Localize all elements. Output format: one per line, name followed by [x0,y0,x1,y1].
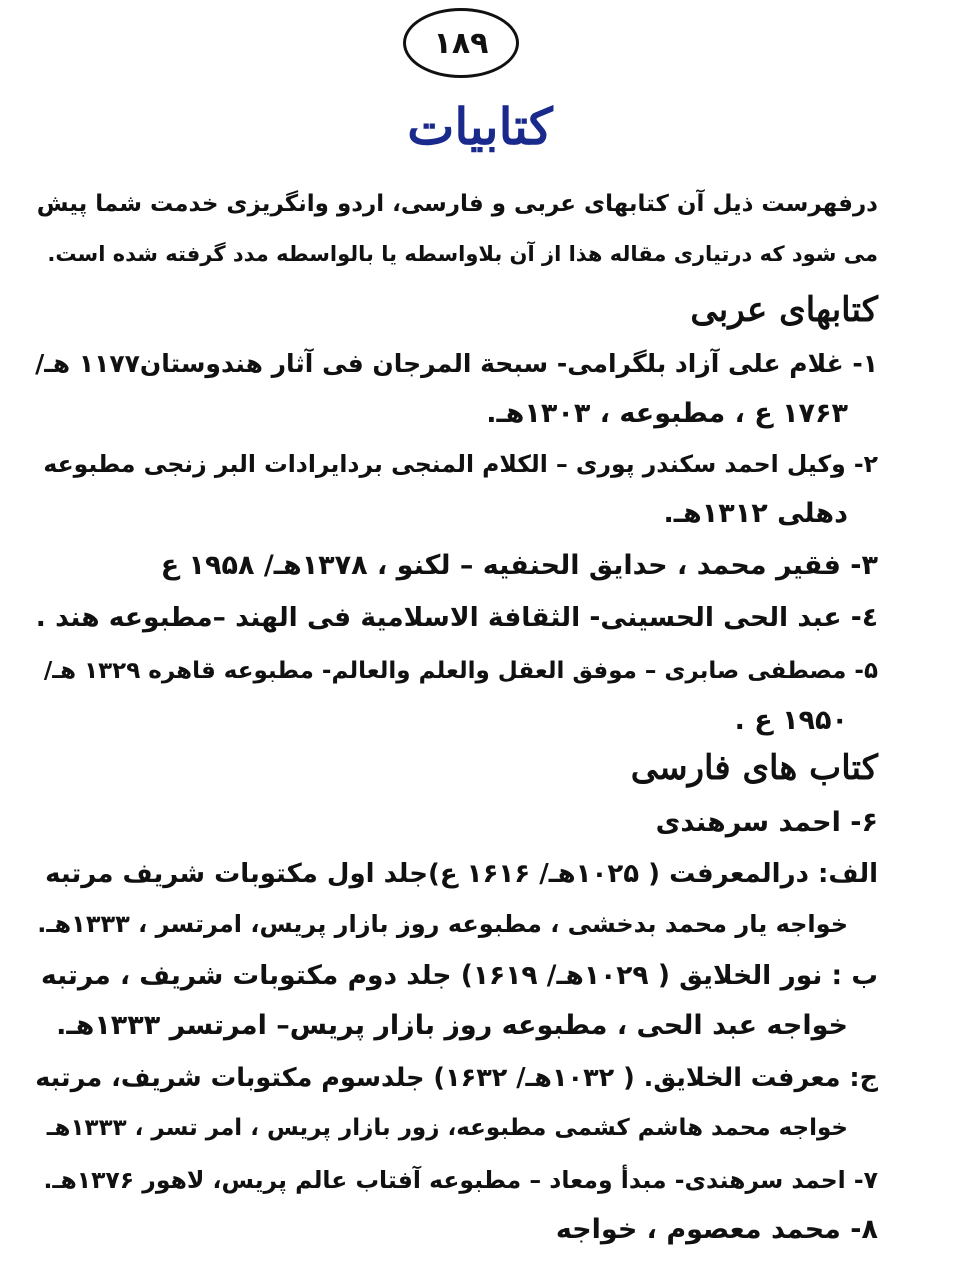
bibliography-entry-continuation: خواجه محمد هاشم کشمی مطبوعه، زور بازار پریس ، امر تسر ، ۱۳۳۳هـ [46,1115,848,1141]
section-heading-arabic: کتابهای عربی [690,290,878,330]
bibliography-entry-continuation: خواجه عبد الحی ، مطبوعه روز بازار پریس– امرتسر ۱۳۳۳هـ. [56,1010,848,1041]
bibliography-entry: ۵- مصطفی صابری – موفق العقل والعلم والعالم- مطبوعه قاهره ۱۳۲۹ هـ/ [43,658,878,684]
bibliography-entry: ۷- احمد سرهندی- مبدأ ومعاد – مطبوعه آفتاب عالم پریس، لاهور ۱۳۷۶هـ. [43,1166,878,1194]
bibliography-subentry: ج: معرفت الخلایق. ( ۱۰۳۲هـ/ ۱۶۳۲) جلدسوم مکتوبات شریف، مرتبه [35,1063,878,1093]
bibliography-entry: ۱- غلام علی آزاد بلگرامی- سبحة المرجان فی آثار هندوستان۱۱۷۷ هـ/ [35,349,878,378]
bibliography-entry: ۳- فقیر محمد ، حدایق الحنفیه – لکنو ، ۱۳۷۸هـ/ ۱۹۵۸ ع [160,550,878,581]
section-heading-persian: کتاب های فارسی [630,748,878,788]
bibliography-entry: ٤- عبد الحی الحسینی- الثقافة الاسلامیة فی الهند –مطبوعه هند . [35,602,878,633]
intro-line: درفهرست ذیل آن کتابهای عربی و فارسی، اردو وانگریزی خدمت شما پیش [36,191,878,217]
bibliography-entry-continuation: ۱۹۵۰ ع . [734,705,848,736]
page-title: کتابیات [407,97,553,156]
bibliography-entry: ۲- وکیل احمد سکندر پوری – الکلام المنجی بردایرادات البر زنجی مطبوعه [43,450,878,478]
bibliography-subentry: ب : نور الخلایق ( ۱۰۲۹هـ/ ۱۶۱۹) جلد دوم مکتوبات شریف ، مرتبه [41,960,878,991]
intro-line: می شود که درتیاری مقاله هذا از آن بلاواسطه یا بالواسطه مدد گرفته شده است. [47,242,878,266]
bibliography-entry-continuation: دهلی ۱۳۱۲هـ. [663,498,848,529]
bibliography-entry-continuation: خواجه یار محمد بدخشی ، مطبوعه روز بازار پریس، امرتسر ، ۱۳۳۳هـ. [37,910,848,938]
bibliography-subentry: الف: درالمعرفت ( ۱۰۲۵هـ/ ۱۶۱۶ ع)جلد اول مکتوبات شریف مرتبه [45,859,878,889]
bibliography-entry: ۸- محمد معصوم ، خواجه [555,1214,878,1245]
bibliography-entry-continuation: ۱۷۶۳ ع ، مطبوعه ، ۱۳۰۳هـ. [486,398,848,429]
bibliography-entry: ۶- احمد سرهندی [655,807,878,838]
page-number: ۱۸۹ [403,8,519,78]
